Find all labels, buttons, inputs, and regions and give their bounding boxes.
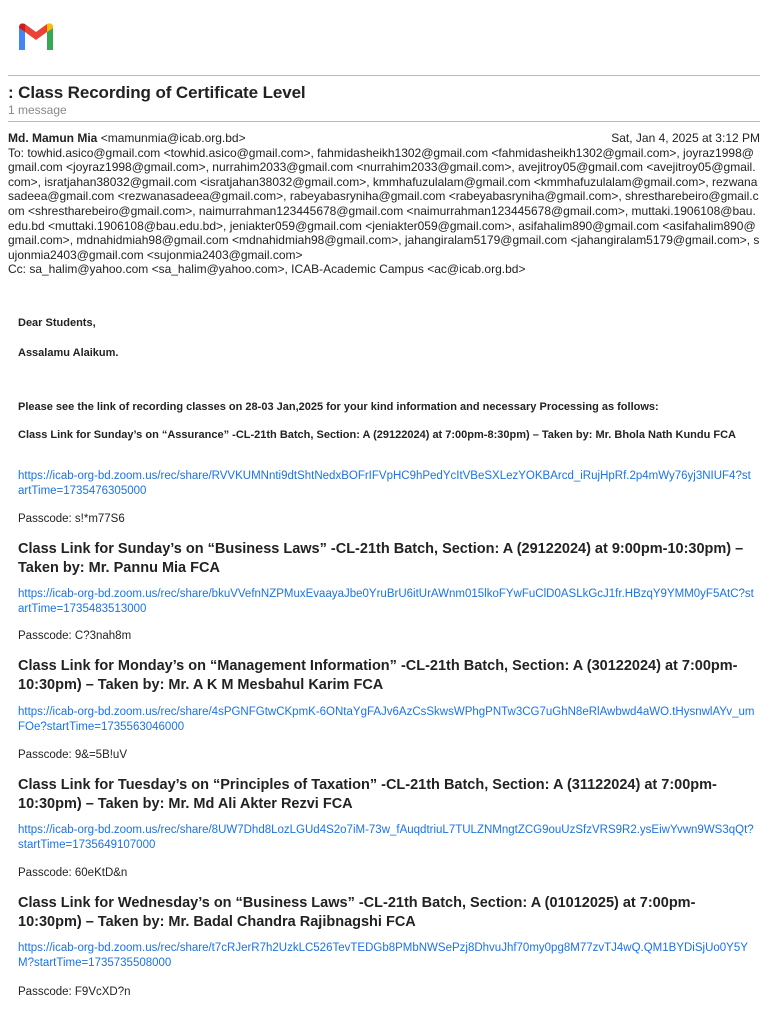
passcode: Passcode: 60eKtD&n [18, 867, 128, 879]
cc-recipients: Cc: sa_halim@yahoo.com <sa_halim@yahoo.com>, ICAB-Academic Campus <ac@icab.org.bd> [8, 262, 526, 277]
thread-subject: : Class Recording of Certificate Level [8, 83, 306, 102]
salutation: Assalamu Alaikum. [18, 347, 119, 359]
passcode: Passcode: F9VcXD?n [18, 986, 131, 998]
email-header [8, 131, 760, 277]
email-date: Sat, Jan 4, 2025 at 3:12 PM [611, 131, 760, 145]
intro-text: Please see the link of recording classes on 28-03 Jan,2025 for your kind information and necessary Processing as follows: [18, 401, 659, 413]
recording-link[interactable]: https://icab-org-bd.zoom.us/rec/share/8UW7Dhd8LozLGUd4S2o7iM-73w_fAuqdtriuL7TULZNMngtZCG9ouUzSfzVRS9R2.ysEiwYvwn9WS3qQt?startTime=1735649107000 [18, 824, 754, 851]
sender-name[interactable]: Md. Mamun Mia [8, 131, 98, 145]
recording-link[interactable]: https://icab-org-bd.zoom.us/rec/share/t7cRJerR7h2UzkLC526TevTEDGb8PMbNWSePzj8DhvuJhf70my0pg8M77zvTJ4wQ.QM1BYDiSjUo0Y5YM?startTime=1735735508000 [18, 942, 748, 969]
recording-link[interactable]: https://icab-org-bd.zoom.us/rec/share/4sPGNFGtwCKpmK-6ONtaYgFAJv6AzCsSkwsWPhgPNTw3CG7uGhN8eRlAwbwd4aWO.tHysnwlAYv_umFOe?startTime=1735563046000 [18, 706, 755, 733]
passcode: Passcode: s!*m77S6 [18, 513, 125, 525]
subject-divider [8, 121, 760, 122]
sender-email: <mamunmia@icab.org.bd> [100, 131, 246, 145]
message-count: 1 message [8, 103, 67, 117]
header-divider [8, 75, 760, 76]
recording-link[interactable]: https://icab-org-bd.zoom.us/rec/share/bkuVVefnNZPMuxEvaayaJbe0YruBrU6itUrAWnm015lkoFYwFuClD0ASLkGcJ1fr.HBzqY9YMM0yF5AtC?startTime=1735483513000 [18, 588, 754, 615]
class-title: Class Link for Monday’s on “Management Information” -CL-21th Batch, Section: A (30122024) at 7:00pm-10:30pm) – Taken by: Mr. A K M Mesbahul Karim FCA [18, 658, 738, 693]
class-title: Class Link for Wednesday’s on “Business Laws” -CL-21th Batch, Section: A (01012025) at 7:00pm-10:30pm) – Taken by: Mr. Badal Chandra Rajibnagshi FCA [18, 895, 696, 930]
greeting: Dear Students, [18, 317, 96, 329]
passcode: Passcode: 9&=5B!uV [18, 749, 128, 761]
to-recipients: To: towhid.asico@gmail.com <towhid.asico@gmail.com>, fahmidasheikh1302@gmail.com <fahmidasheikh1302@gmail.com>, joyraz1998@gmail.com <joyraz1998@gmail.com>, nurrahim2033@gmail.com <nurrahim2033@gmail.com>, avejitroy05@gmail.com <avejitroy05@gmail.com>, isratjahan38032@gmail.com <isratjahan38032@gmail.com>, kmmhafuzulalam@gmail.com <kmmhafuzulalam@gmail.com>, rezwanasadeea@gmail.com <rezwanasadeea@gmail.com>, rabeyabasryniha@gmail.com <rabeyabasryniha@gmail.com>, shrestharebeiro@gmail.com <shrestharebeiro@gmail.com>, naimurrahman123445678@gmail.com <naimurrahman123445678@gmail.com>, muttaki.1906108@bau.edu.bd <muttaki.1906108@bau.edu.bd>, jeniakter059@gmail.com <jeniakter059@gmail.com>, asifahalim890@gmail.com <asifahalim890@gmail.com>, mdnahidmiah98@gmail.com <mdnahidmiah98@gmail.com>, jahangiralam5179@gmail.com <jahangiralam5179@gmail.com>, sujonmia2403@gmail.com <sujonmia2403@gmail.com> [8, 145, 760, 262]
gmail-logo-icon [16, 20, 56, 52]
recording-link[interactable]: https://icab-org-bd.zoom.us/rec/share/RVVKUMNnti9dtShtNedxBOFrIFVpHC9hPedYcItVBeSXLezYOKBArcd_iRujHpRf.2p4mWy76yj3NIUF4?startTime=1735476305000 [18, 470, 751, 497]
class-title: Class Link for Tuesday’s on “Principles of Taxation” -CL-21th Batch, Section: A (31122024) at 7:00pm-10:30pm) – Taken by: Mr. Md Ali Akter Rezvi FCA [18, 777, 717, 812]
passcode: Passcode: C?3nah8m [18, 630, 132, 642]
class-title: Class Link for Sunday’s on “Assurance” -CL-21th Batch, Section: A (29122024) at 7:00pm-8:30pm) – Taken by: Mr. Bhola Nath Kundu FCA [18, 429, 737, 441]
class-title: Class Link for Sunday’s on “Business Laws” -CL-21th Batch, Section: A (29122024) at 9:00pm-10:30pm) – Taken by: Mr. Pannu Mia FCA [18, 541, 744, 576]
